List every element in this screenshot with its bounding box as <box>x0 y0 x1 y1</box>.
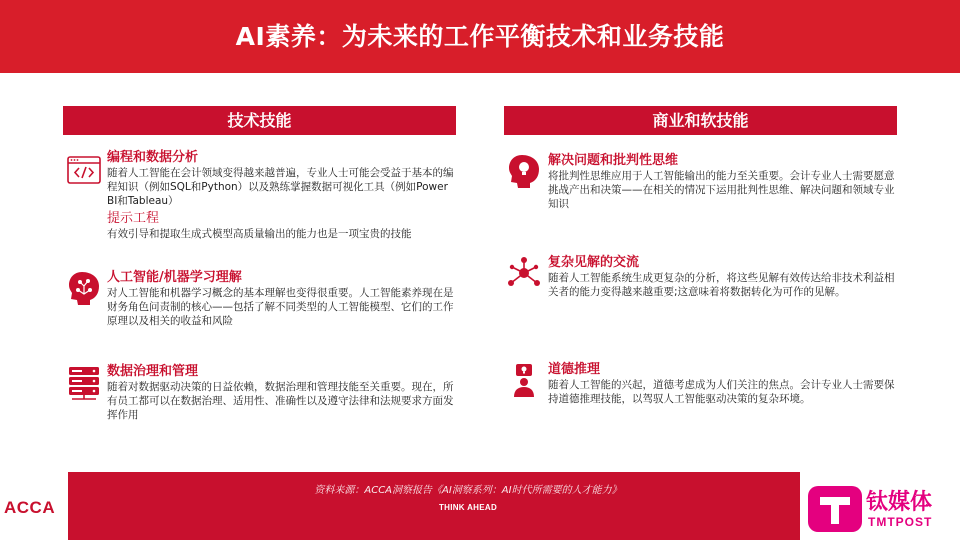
prompt-engineering-title: 提示工程 <box>107 211 160 226</box>
tmtpost-logo-icon <box>808 486 862 532</box>
business-skills-header: 商业和软技能 <box>504 106 897 135</box>
acca-logo: ACCA <box>4 498 56 517</box>
programming-data-analysis-item <box>107 150 459 241</box>
code-window-icon <box>66 153 102 189</box>
person-idea-icon <box>506 362 542 398</box>
ai-ml-understanding-item <box>107 270 459 328</box>
programming-data-analysis-title: 编程和数据分析 <box>107 150 199 165</box>
head-lightbulb-icon <box>506 153 542 189</box>
data-governance-body: 随着对数据驱动决策的日益依赖，数据治理和管理技能至关重要。现在，所有员工都可以在数据治理、适用性、准确性以及遵守法律和法规要求方面发挥作用 <box>107 381 454 421</box>
communication-insights-body: 随着人工智能系统生成更复杂的分析，将这些见解有效传达给非技术利益相关者的能力变得越来越重要;这意味着将数据转化为可作的见解。 <box>548 272 895 298</box>
server-network-icon <box>66 365 102 401</box>
problem-solving-item <box>548 153 904 211</box>
communication-insights-item <box>548 255 904 299</box>
tmtpost-logo-cn: 钛媒体 <box>866 490 933 515</box>
ethical-reasoning-title: 道德推理 <box>548 362 601 377</box>
ai-ml-understanding-title: 人工智能/机器学习理解 <box>107 270 242 285</box>
problem-solving-title: 解决问题和批判性思维 <box>548 153 679 168</box>
ethical-reasoning-item <box>548 362 904 406</box>
slide-title: AI素养：为未来的工作平衡技术和业务技能 <box>235 22 725 51</box>
programming-data-analysis-body: 随着人工智能在会计领域变得越来越普遍，专业人士可能会受益于基本的编程知识（例如SQL和Python）以及熟练掌握数据可视化工具（例如Power BI和Tableau） <box>107 167 454 207</box>
problem-solving-body: 将批判性思维应用于人工智能输出的能力至关重要。会计专业人士需要愿意挑战产出和决策——在相关的情况下运用批判性思维、解决问题和领域专业知识 <box>548 170 895 210</box>
data-governance-item <box>107 364 459 422</box>
network-nodes-icon <box>506 255 542 291</box>
prompt-engineering-body: 有效引导和提取生成式模型高质量输出的能力也是一项宝贵的技能 <box>107 228 412 240</box>
ai-head-circuit-icon <box>66 270 102 306</box>
ai-ml-understanding-body: 对人工智能和机器学习概念的基本理解也变得很重要。人工智能素养现在是财务角色问责制的核心——包括了解不同类型的人工智能模型、它们的工作原理以及相关的收益和风险 <box>107 287 454 327</box>
tmtpost-logo-en: TMTPOST <box>868 515 933 529</box>
technical-skills-header: 技术技能 <box>63 106 456 135</box>
data-governance-title: 数据治理和管理 <box>107 364 199 379</box>
source-citation: 资料来源：ACCA洞察报告《AI洞察系列：AI时代所需要的人才能力》 <box>314 485 622 496</box>
tagline: THINK AHEAD <box>438 503 498 512</box>
ethical-reasoning-body: 随着人工智能的兴起，道德考虑成为人们关注的焦点。会计专业人士需要保持道德推理技能，以驾驭人工智能驱动决策的复杂环境。 <box>548 379 895 405</box>
communication-insights-title: 复杂见解的交流 <box>548 255 640 270</box>
